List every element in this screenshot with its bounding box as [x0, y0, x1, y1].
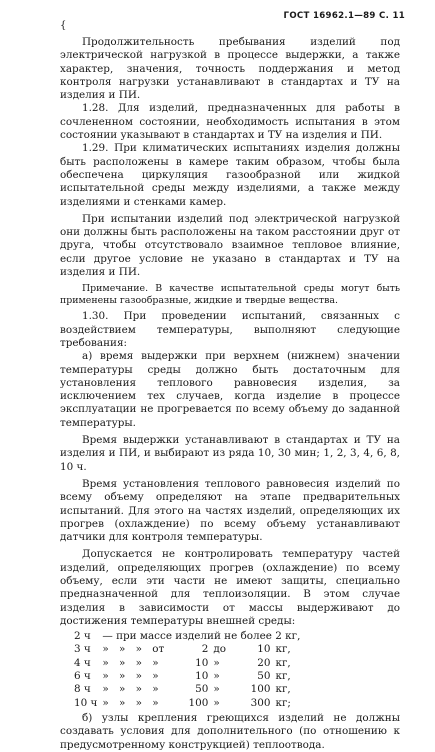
table-row	[74, 683, 305, 696]
table-row	[74, 657, 305, 670]
table-row	[74, 670, 305, 683]
item-a: а) время выдержки при верхнем (нижнем) значении температуры среды должно быть достаточным для установления теплового равновесия изделия, за исключением тех случаев, когда изделие в процессе эксплуатации не прогревается по всему объему до заданной температуры.	[60, 350, 400, 429]
table-cell: »	[102, 643, 109, 656]
table-cell: 100	[250, 683, 271, 696]
table-cell: »	[102, 670, 109, 683]
paragraph-hold-time: Время выдержки устанавливают в стандартах и ТУ на изделия и ПИ, и выбирают из ряда 10, 30 мин; 1, 2, 3, 4, 6, 8, 10 ч.	[60, 434, 400, 473]
table-cell: »	[152, 696, 159, 709]
table-cell: »	[152, 670, 159, 683]
table-cell: от	[152, 643, 165, 656]
table-cell: »	[213, 696, 220, 709]
table-cell-text: — при массе изделий не более 2 кг,	[102, 630, 301, 643]
paragraph-electrical-load: При испытании изделий под электрической нагрузкой они должны быть расположены на таком расстоянии друг от друга, чтобы отсутствовало взаимное тепловое влияние, если другое условие не указано в стандартах и ТУ на изделия и ПИ.	[60, 212, 400, 279]
table-cell: »	[213, 656, 220, 669]
body-text	[60, 36, 400, 752]
paragraph-1-28: 1.28. Для изделий, предназначенных для работы в сочлененном состоянии, необходимость испытания в этом состоянии указывают в стандартах и ТУ на изделия и ПИ.	[60, 102, 400, 142]
table-cell-time: 8 ч	[74, 683, 91, 696]
table-cell-time: 4 ч	[74, 656, 91, 669]
table-cell: 50	[257, 670, 271, 683]
table-cell-time: 6 ч	[74, 670, 91, 683]
table-cell: »	[119, 683, 126, 696]
table-cell: кг,	[275, 643, 291, 656]
table-cell: кг,	[275, 656, 291, 669]
note: Примечание. В качестве испытательной среды могут быть применены газообразные, жидкие и твердые вещества.	[60, 283, 400, 307]
table-row	[74, 643, 305, 656]
table-cell-time: 3 ч	[74, 643, 91, 656]
paragraph-1-29: 1.29. При климатических испытаниях изделия должны быть расположены в камере таким образом, чтобы была обеспечена циркуляция газообразной или жидкой испытательной среды между изделиями, а также между изделиями и стенками камер.	[60, 142, 400, 208]
table-cell: 20	[257, 656, 271, 669]
page-header: ГОСТ 16962.1—89 С. 11	[283, 11, 405, 21]
table-cell: кг,	[275, 683, 291, 696]
table-cell: »	[152, 656, 159, 669]
table-cell: »	[102, 683, 109, 696]
margin-mark: {	[60, 20, 67, 31]
table-cell-time: 10 ч	[74, 696, 98, 709]
table-cell: 10	[195, 670, 209, 683]
paragraph-no-control: Допускается не контролировать температуру частей изделий, определяющих прогрев (охлаждение) по всему объему, если эти части не имеют защиты, специально предназначенной для теплоизоляции. В этом случае изделия в зависимости от массы выдерживают до достижения температуры внешней среды:	[60, 548, 400, 627]
table-cell: »	[213, 683, 220, 696]
table-cell: »	[119, 656, 126, 669]
table-cell: 10	[257, 643, 271, 656]
paragraph-load-duration: Продолжительность пребывания изделий под электрической нагрузкой в процессе выдержки, а также характер, значения, точность поддержания и метод контроля нагрузки устанавливают в стандартах и ТУ на изделия и ПИ.	[60, 36, 400, 102]
paragraph-thermal-equilibrium: Время установления теплового равновесия изделий по всему объему определяют на этапе предварительных испытаний. Для этого на частях изделий, определяющих их прогрев (охлаждение) по всему объему устанавливают датчики для контроля температуры.	[60, 477, 400, 544]
table-cell: »	[135, 696, 142, 709]
table-cell: »	[135, 683, 142, 696]
table-row	[74, 630, 305, 643]
table-cell: »	[119, 643, 126, 656]
table-cell: 300	[250, 696, 271, 709]
table-cell: »	[213, 670, 220, 683]
table-cell: кг,	[275, 670, 291, 683]
table-cell: 2	[201, 643, 209, 656]
table-cell: кг;	[275, 696, 291, 709]
table-cell: »	[152, 683, 159, 696]
table-cell: 100	[188, 696, 209, 709]
table-cell: »	[135, 670, 142, 683]
table-cell: »	[119, 696, 126, 709]
table-cell: »	[135, 656, 142, 669]
table-row	[74, 697, 305, 710]
paragraph-1-30: 1.30. При проведении испытаний, связанных с воздействием температуры, выполняют следующие требования:	[60, 310, 400, 349]
table-cell: 10	[195, 656, 209, 669]
table-cell: 50	[195, 683, 209, 696]
table-cell: »	[102, 696, 109, 709]
table-cell: »	[135, 643, 142, 656]
table-cell-time: 2 ч	[74, 630, 91, 643]
item-b: б) узлы крепления греющихся изделий не должны создавать условия для дополнительного (по отношению к предусмотренному конструкцией) теплоотвода.	[60, 711, 400, 751]
table-cell: »	[119, 670, 126, 683]
table-cell: до	[213, 643, 227, 656]
mass-time-table	[74, 630, 305, 710]
table-cell: »	[102, 656, 109, 669]
